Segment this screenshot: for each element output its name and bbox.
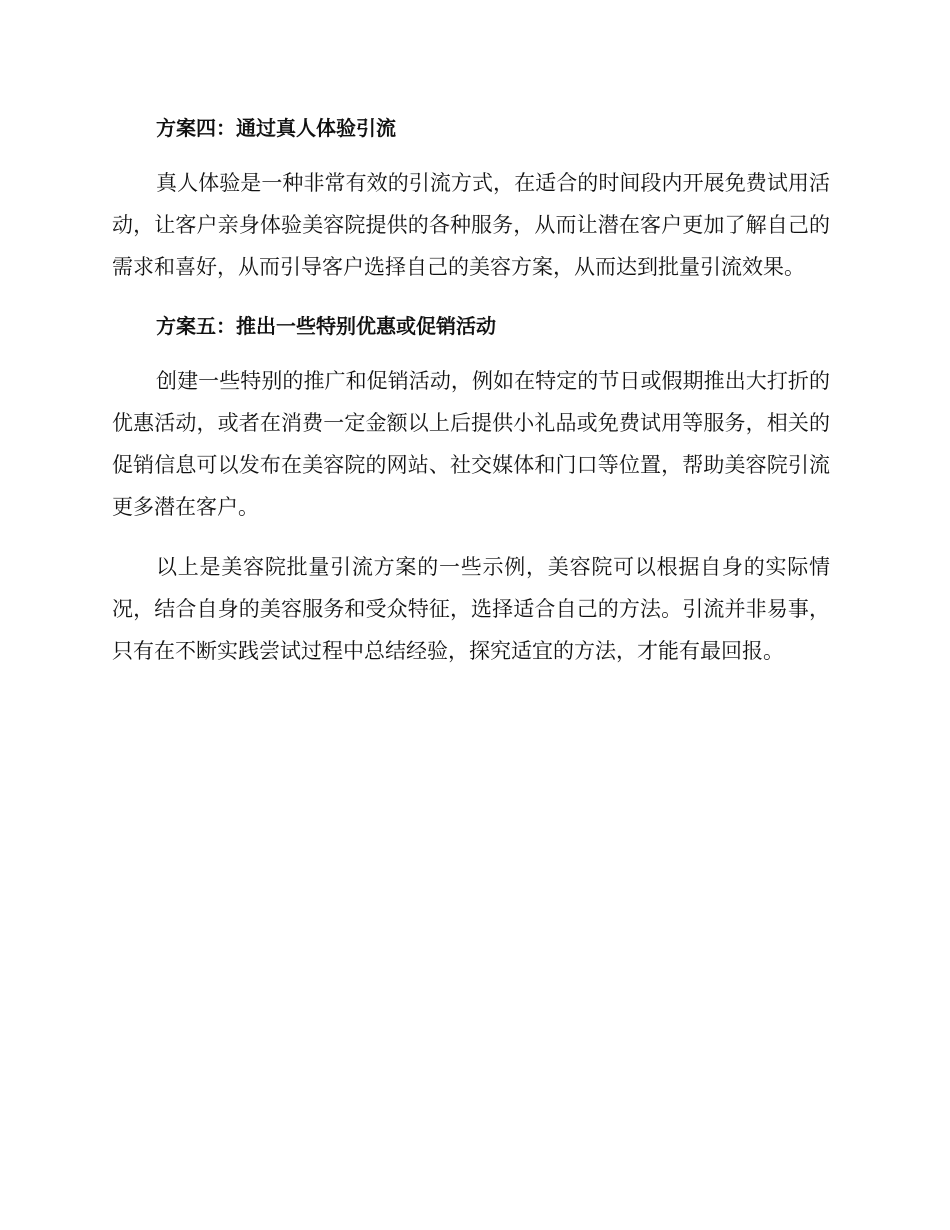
conclusion-paragraph: 以上是美容院批量引流方案的一些示例，美容院可以根据自身的实际情况，结合自身的美容服务和受众特征，选择适合自己的方法。引流并非易事，只有在不断实践尝试过程中总结经验，探究适宜的方法，才能有最回报。 [112,555,830,663]
section-heading-plan-4: 方案四：通过真人体验引流 [156,116,396,140]
document-page [112,108,830,672]
section-heading-plan-5: 方案五：推出一些特别优惠或促销活动 [156,314,496,338]
section-paragraph-plan-4: 真人体验是一种非常有效的引流方式，在适合的时间段内开展免费试用活动，让客户亲身体验美容院提供的各种服务，从而让潜在客户更加了解自己的需求和喜好，从而引导客户选择自己的美容方案，从而达到批量引流效果。 [112,171,830,279]
section-paragraph-plan-5: 创建一些特别的推广和促销活动，例如在特定的节日或假期推出大打折的优惠活动，或者在消费一定金额以上后提供小礼品或免费试用等服务，相关的促销信息可以发布在美容院的网站、社交媒体和门口等位置，帮助美容院引流更多潜在客户。 [112,369,830,519]
